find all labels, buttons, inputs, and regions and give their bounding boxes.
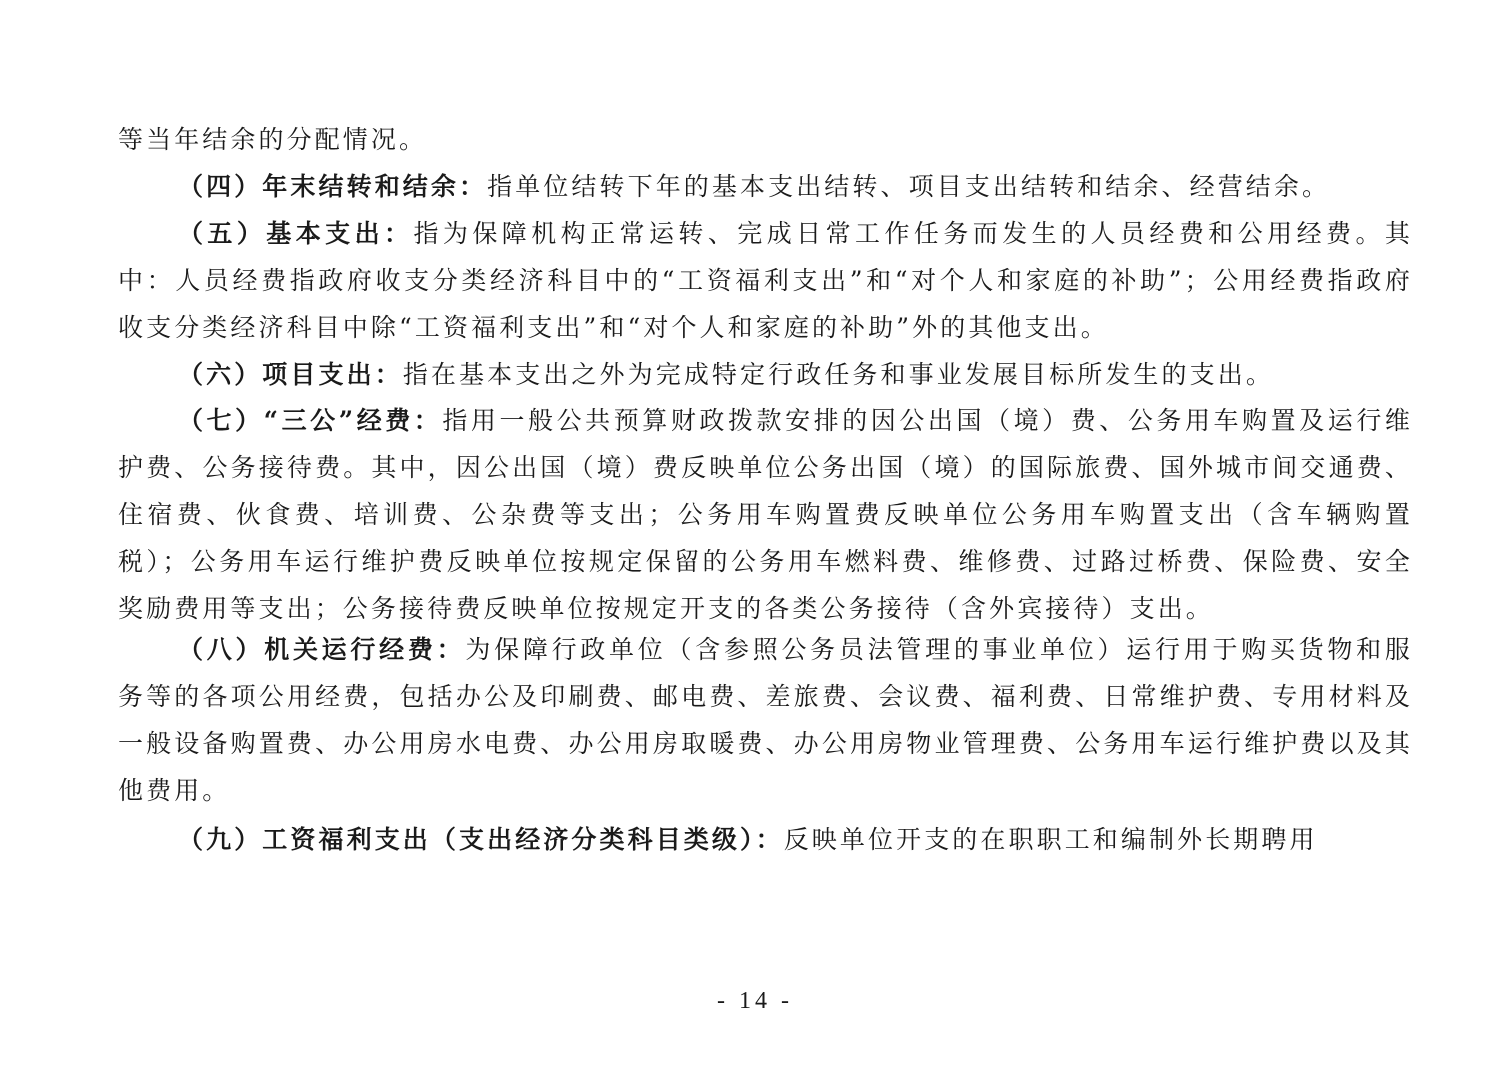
paragraph-basic-expenditure — [118, 210, 1413, 351]
paragraph-wages-benefits — [118, 816, 1413, 863]
paragraph-project-expenditure — [118, 351, 1413, 398]
paragraph-agency-operating-expenses — [118, 626, 1413, 814]
paragraph-text: 指在基本支出之外为完成特定行政任务和事业发展目标所发生的支出。 — [402, 360, 1274, 389]
paragraph-term: （八）机关运行经费： — [178, 635, 466, 664]
paragraph-text: 反映单位开支的在职职工和编制外长期聘用 — [783, 825, 1318, 854]
paragraph-term: （五）基本支出： — [178, 219, 414, 248]
paragraph-text: 等当年结余的分配情况。 — [118, 125, 428, 154]
paragraph-text: 为保障行政单位（含参照公务员法管理的事业单位）运行用于购买货物和服务等的各项公用经费，包括办公及印刷费、邮电费、差旅费、会议费、福利费、日常维护费、专用材料及一般设备购置费、办公用房水电费、办公用房取暖费、办公用房物业管理费、公务用车运行维护费以及其他费用。 — [118, 635, 1413, 805]
paragraph-year-end-carryover — [118, 163, 1413, 210]
paragraph-text: 指为保障机构正常运转、完成日常工作任务而发生的人员经费和公用经费。其中：人员经费指政府收支分类经济科目中的“工资福利支出”和“对个人和家庭的补助”；公用经费指政府收支分类经济科目中除“工资福利支出”和“对个人和家庭的补助”外的其他支出。 — [118, 219, 1413, 342]
paragraph-term: （六）项目支出： — [178, 360, 403, 389]
page-number: - 14 - — [717, 988, 793, 1014]
paragraph-three-public-expenses — [118, 397, 1413, 632]
paragraph-continuation — [118, 116, 1413, 163]
paragraph-term: （七）“三公”经费： — [178, 406, 443, 435]
paragraph-term: （四）年末结转和结余： — [178, 172, 488, 201]
paragraph-text: 指单位结转下年的基本支出结转、项目支出结转和结余、经营结余。 — [487, 172, 1331, 201]
paragraph-text: 指用一般公共预算财政拨款安排的因公出国（境）费、公务用车购置及运行维护费、公务接待费。其中，因公出国（境）费反映单位公务出国（境）的国际旅费、国外城市间交通费、住宿费、伙食费、培训费、公杂费等支出；公务用车购置费反映单位公务用车购置支出（含车辆购置税）；公务用车运行维护费反映单位按规定保留的公务用车燃料费、维修费、过路过桥费、保险费、安全奖励费用等支出；公务接待费反映单位按规定开支的各类公务接待（含外宾接待）支出。 — [118, 406, 1413, 623]
paragraph-term: （九）工资福利支出（支出经济分类科目类级）： — [178, 825, 784, 854]
